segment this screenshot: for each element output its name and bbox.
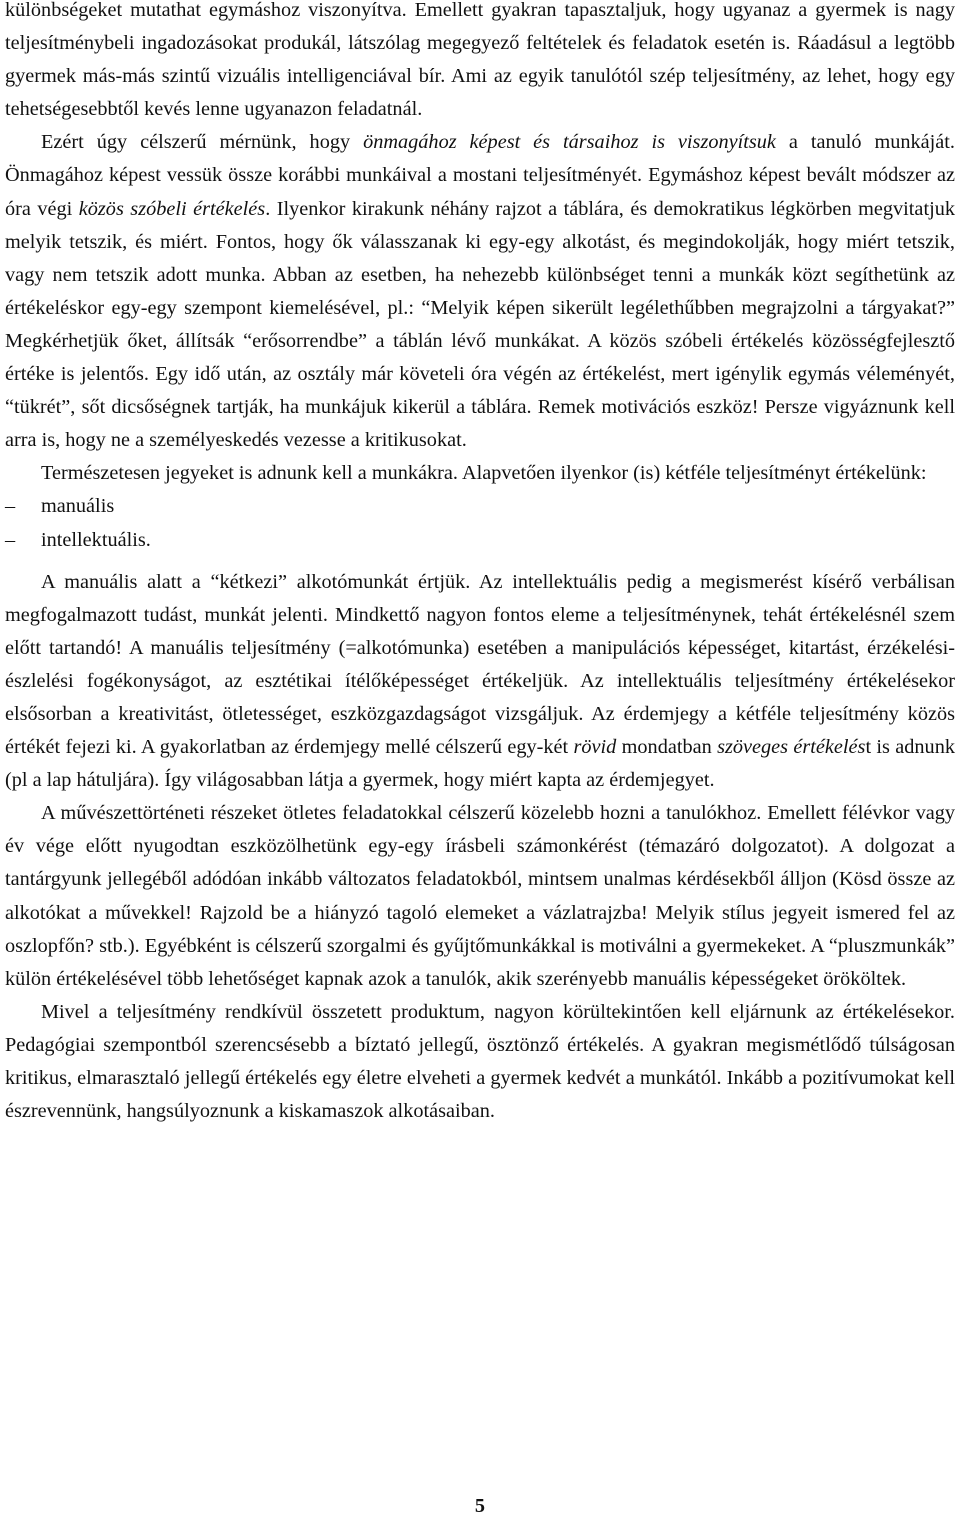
paragraph-continued: [5, 0, 955, 126]
paragraph-manual-intellectual: [5, 566, 955, 798]
emphasis-text: közös szóbeli értékelés: [78, 197, 266, 220]
paragraph-text: különbségeket mutathat egymáshoz viszonyítva. Emellett gyakran tapasztaljuk, hogy ugyanaz a gyermek is nagy teljesítménybeli ingadozásokat produkál, látszólag megegyező feltételek és feladatok esetén is. Ráadásul a legtöbb gyermek más-más szintű vizuális intelligenciával bír. Ami az egyik tanulótól szép teljesítmény, az lehet, hogy egy tehetségesebbtől kevés lenne ugyanazon feladatnál.: [5, 0, 955, 121]
list-item-text: intellektuális.: [41, 528, 151, 551]
emphasis-text: önmagához képest és társaihoz is viszonyítsuk: [363, 131, 776, 154]
paragraph-text: t is adnunk (pl a lap hátuljára). Így világosabban látja a gyermek, hogy miért kapta az érdemjegyet.: [5, 736, 955, 792]
paragraph-text: Ezért úgy célszerű mérnünk, hogy: [41, 131, 364, 154]
paragraph-text: A manuális alatt a “kétkezi” alkotómunkát értjük. Az intellektuális pedig a megismerést kísérő verbálisan megfogalmazott tudást, munkát jelenti. Mindkettő nagyon fontos eleme a teljesítménynek, tehát értékelésnél szem előtt tartandó! A manuális teljesítmény (=alkotómunka) esetében a manipulációs képességet, kitartást, érzékelési-észlelési fogékonyságot, az esztétikai ítélőképességet értékeljük. Az intellektuális teljesítmény értékelésekor elsősorban a kreativitást, ötletességet, eszközgazdagságot vizsgáljuk. Az érdemjegy a kétféle teljesítmény közös értékét fejezi ki. A gyakorlatban az érdemjegy mellé célszerű egy-két: [5, 570, 955, 759]
document-page: [5, 0, 955, 1128]
paragraph-text: a tanuló munkáját. Önmagához képest vessük össze korábbi munkáival a mostani teljesítményét. Egymáshoz képest bevált módszer az óra végi: [5, 131, 955, 220]
list-item-text: manuális: [41, 495, 115, 518]
performance-type-list: [5, 490, 955, 556]
paragraph-text: Természetesen jegyeket is adnunk kell a munkákra. Alapvetően ilyenkor (is) kétféle teljesítményt értékelünk:: [41, 462, 927, 485]
list-item: [5, 490, 955, 523]
paragraph-grades-intro: [5, 457, 955, 490]
paragraph-text: Mivel a teljesítmény rendkívül összetett produktum, nagyon körültekintően kell eljárnunk az értékelésekor. Pedagógiai szempontból szerencsésebb a bíztató jellegű, ösztönző értékelés. A gyakran megismétlődő túlságosan kritikus, elmarasztaló jellegű értékelés egy életre elveheti a gyermek kedvét a munkától. Inkább a pozitívumokat kell észrevennünk, hangsúlyoznunk a kiskamaszok alkotásaiban.: [5, 1000, 955, 1123]
page-number: 5: [474, 1495, 486, 1517]
paragraph-art-history: [5, 797, 955, 996]
paragraph-evaluation-method: [5, 126, 955, 457]
paragraph-text: mondatban: [616, 736, 718, 759]
dash-bullet: –: [5, 495, 16, 518]
dash-bullet: –: [5, 528, 16, 551]
paragraph-text: A művészettörténeti részeket ötletes feladatokkal célszerű közelebb hozni a tanulókhoz. Emellett félévkor vagy év vége előtt nyugodtan eszközölhetünk egy-egy írásbeli számonkérést (témazáró dolgozatot). A dolgozat a tantárgyunk jellegéből adódóan inkább változatos feladatokból, mintsem unalmas kérdésekből álljon (Kösd össze az alkotókat a művekkel! Rajzold be a hiányzó tagoló elemeket a vázlatrajzba! Melyik stílus jegyeit ismered fel az oszlopfőn? stb.). Egyébként is célszerű szorgalmi és gyűjtőmunkákkal is motiválni a gyermekeket. A “pluszmunkák” külön értékelésével több lehetőséget kapnak azok a tanulók, akik szerényebb manuális képességeket örököltek.: [5, 802, 955, 990]
paragraph-text: . Ilyenkor kirakunk néhány rajzot a táblára, és demokratikus légkörben megvitatjuk melyik tetszik, és miért. Fontos, hogy ők válasszanak ki egy-egy alkotást, és megindokolják, hogy miért tetszik, vagy nem tetszik adott munka. Abban az esetben, ha nehezebb különbséget tenni a munkák közt segíthetünk az értékeléskor egy-egy szempont kiemelésével, pl.: “Melyik képen sikerült legélethűbben megrajzolni a tárgyakat?” Megkérhetjük őket, állítsák “erősorrendbe” a táblán lévő munkákat. A közös szóbeli értékelés közösségfejlesztő értéke is jelentős. Egy idő után, az osztály már követeli óra végén az értékelést, mert igénylik egymás véleményét, “tükrét”, sőt dicsőségnek tartják, ha munkájuk kikerül a táblára. Remek motivációs eszköz! Persze vigyáznunk kell arra is, hogy ne a személyeskedés vezesse a kritikusokat.: [5, 197, 955, 452]
list-item: [5, 524, 955, 557]
emphasis-text: szöveges értékelés: [717, 736, 866, 759]
emphasis-text: rövid: [573, 736, 617, 759]
paragraph-conclusion: [5, 996, 955, 1128]
